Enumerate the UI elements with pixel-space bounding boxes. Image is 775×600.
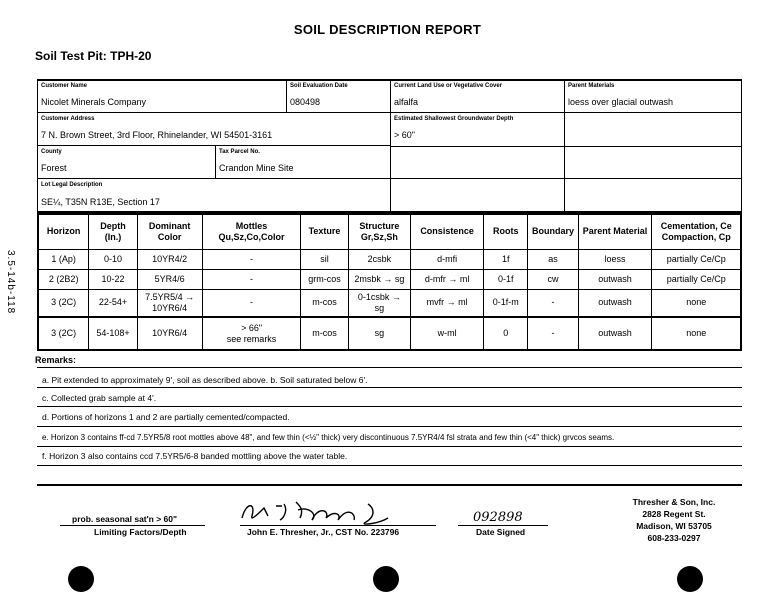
table-cell: d-mfi xyxy=(411,249,484,269)
table-cell: - xyxy=(528,317,578,350)
column-header: Structure Gr,Sz,Sh xyxy=(348,214,410,249)
column-header: Horizon xyxy=(38,214,89,249)
table-cell: none xyxy=(652,317,741,350)
column-header: Boundary xyxy=(528,214,578,249)
horizon-table xyxy=(37,213,742,351)
signature xyxy=(238,496,418,528)
table-cell: 0-1f xyxy=(484,269,528,289)
county: Forest xyxy=(41,163,67,173)
land-use: alfalfa xyxy=(394,97,419,107)
table-cell: 10-22 xyxy=(89,269,137,289)
company-city: Madison, WI 53705 xyxy=(636,521,712,531)
company-phone: 608-233-0297 xyxy=(647,533,701,543)
table-cell: partially Ce/Cp xyxy=(652,269,741,289)
punch-hole xyxy=(373,566,399,592)
eval-date-label: Soil Evaluation Date xyxy=(290,83,348,89)
remark-line: f. Horizon 3 also contains ccd 7.5YR5/6-8 banded mottling above the water table. xyxy=(42,451,348,461)
table-cell: 2 (2B2) xyxy=(38,269,89,289)
table-cell: mvfr → ml xyxy=(411,289,484,317)
column-header: Depth (In.) xyxy=(89,214,137,249)
table-row xyxy=(38,289,741,317)
address-label: Customer Address xyxy=(41,116,95,122)
column-header: Cementation, Ce Compaction, Cp xyxy=(652,214,741,249)
customer-name-label: Customer Name xyxy=(41,83,88,89)
company-name: Thresher & Son, Inc. xyxy=(632,497,716,507)
table-cell: 3 (2C) xyxy=(38,289,89,317)
punch-hole xyxy=(677,566,703,592)
table-cell: 5YR4/6 xyxy=(137,269,202,289)
table-cell: cw xyxy=(528,269,578,289)
side-code: 3.5-14b-118 xyxy=(5,250,16,315)
legal-description: SE¼, T35N R13E, Section 17 xyxy=(41,197,160,207)
table-cell: - xyxy=(202,249,301,269)
remark-line: d. Portions of horizons 1 and 2 are partially cemented/compacted. xyxy=(42,412,290,422)
column-header: Consistence xyxy=(411,214,484,249)
remark-line: a. Pit extended to approximately 9', soil as described above. b. Soil saturated below 6'. xyxy=(42,375,368,385)
signer-label: John E. Thresher, Jr., CST No. 223796 xyxy=(247,527,400,537)
table-cell: 2csbk xyxy=(348,249,410,269)
table-cell: 1f xyxy=(484,249,528,269)
eval-date: 080498 xyxy=(290,97,321,107)
table-cell: grm-cos xyxy=(301,269,348,289)
parent-materials-label: Parent Materials xyxy=(568,83,615,89)
table-cell: m-cos xyxy=(301,289,348,317)
column-header: Texture xyxy=(301,214,348,249)
company-street: 2828 Regent St. xyxy=(642,509,706,519)
land-use-label: Current Land Use or Vegetative Cover xyxy=(394,83,503,89)
limiting-factors-label: Limiting Factors/Depth xyxy=(94,527,187,537)
county-label: County xyxy=(41,149,62,155)
company-block xyxy=(620,496,728,544)
groundwater-depth: > 60" xyxy=(394,130,415,140)
table-cell: 10YR4/2 xyxy=(137,249,202,269)
table-cell: as xyxy=(528,249,578,269)
table-cell: d-mfr → ml xyxy=(411,269,484,289)
legal-label: Lot Legal Description xyxy=(41,182,103,188)
table-cell: 22-54+ xyxy=(89,289,137,317)
date-signed-label: Date Signed xyxy=(476,527,526,537)
table-header-row xyxy=(38,214,741,249)
table-cell: - xyxy=(202,269,301,289)
report-title: SOIL DESCRIPTION REPORT xyxy=(293,22,482,37)
table-cell: loess xyxy=(578,249,652,269)
groundwater-label: Estimated Shallowest Groundwater Depth xyxy=(394,116,514,122)
table-cell: sil xyxy=(301,249,348,269)
table-cell: 0 xyxy=(484,317,528,350)
remarks-heading: Remarks: xyxy=(35,355,77,365)
parcel-label: Tax Parcel No. xyxy=(219,149,260,155)
column-header: Mottles Qu,Sz,Co,Color xyxy=(202,214,301,249)
parent-materials: loess over glacial outwash xyxy=(568,97,674,107)
table-cell: 1 (Ap) xyxy=(38,249,89,269)
table-cell: partially Ce/Cp xyxy=(652,249,741,269)
address: 7 N. Brown Street, 3rd Floor, Rhinelander, WI 54501-3161 xyxy=(41,130,273,140)
table-cell: sg xyxy=(348,317,410,350)
table-cell: 2msbk → sg xyxy=(348,269,410,289)
table-cell: 54-108+ xyxy=(89,317,137,350)
table-cell: w-ml xyxy=(411,317,484,350)
limiting-factors-value: prob. seasonal sat'n > 60" xyxy=(72,514,178,524)
remark-line: e. Horizon 3 contains ff-cd 7.5YR5/8 root mottles above 48", and few thin (<½" thick) very discontinuous 7.5YR4/4 fsl strata and few thin (<4" thick) grvcos seams. xyxy=(42,433,615,442)
table-row xyxy=(38,317,741,350)
customer-name: Nicolet Minerals Company xyxy=(41,97,147,107)
column-header: Dominant Color xyxy=(137,214,202,249)
table-cell: > 66" see remarks xyxy=(202,317,301,350)
date-signed-value: 092898 xyxy=(473,510,523,525)
soil-test-pit: Soil Test Pit: TPH-20 xyxy=(35,49,152,63)
table-cell: 3 (2C) xyxy=(38,317,89,350)
column-header: Roots xyxy=(484,214,528,249)
table-cell: none xyxy=(652,289,741,317)
table-cell: - xyxy=(528,289,578,317)
table-cell: 0-1f-m xyxy=(484,289,528,317)
column-header: Parent Material xyxy=(578,214,652,249)
remark-line: c. Collected grab sample at 4'. xyxy=(42,393,157,403)
tax-parcel: Crandon Mine Site xyxy=(219,163,294,173)
table-row xyxy=(38,249,741,269)
table-cell: 10YR6/4 xyxy=(137,317,202,350)
table-cell: m-cos xyxy=(301,317,348,350)
table-cell: - xyxy=(202,289,301,317)
table-cell: 0-1csbk → sg xyxy=(348,289,410,317)
table-row xyxy=(38,269,741,289)
table-cell: 0-10 xyxy=(89,249,137,269)
table-cell: outwash xyxy=(578,289,652,317)
table-cell: 7.5YR5/4 → 10YR6/4 xyxy=(137,289,202,317)
table-cell: outwash xyxy=(578,317,652,350)
punch-hole xyxy=(68,566,94,592)
table-cell: outwash xyxy=(578,269,652,289)
